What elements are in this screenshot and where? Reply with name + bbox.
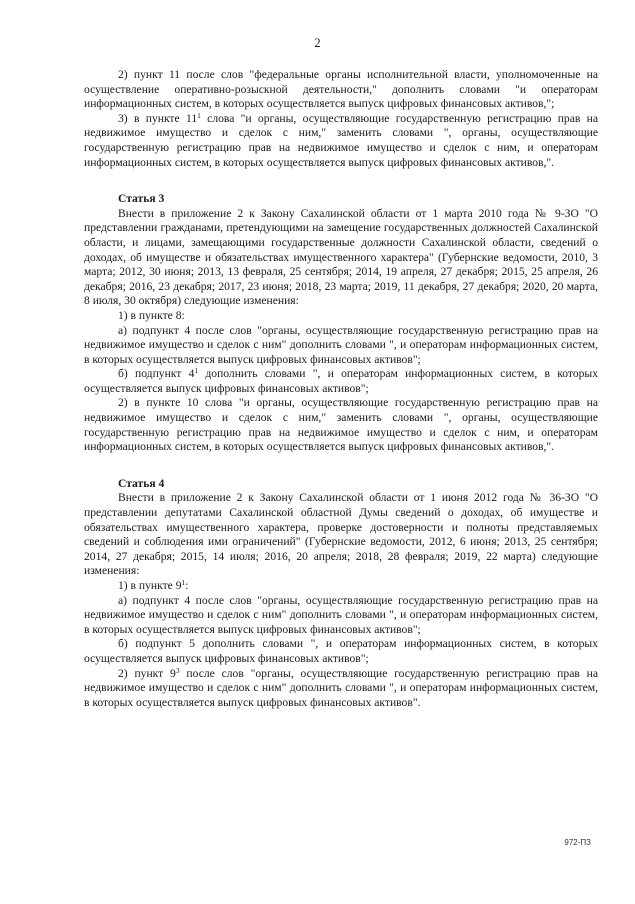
article-3-item-1a: а) подпункт 4 после слов "органы, осуществляющие государственную регистрацию прав на недвижимое имущество и сделок с ним" дополнить словами ", и операторам информационных систем, в которых осуществляется выпуск цифровых финансовых активов"; (84, 323, 598, 366)
text-run: 1) в пункте 9 (118, 579, 182, 592)
document-code: 972-ПЗ (564, 838, 591, 847)
article-4-intro: Внести в приложение 2 к Закону Сахалинской области от 1 июня 2012 года № 36-ЗО "О представлении депутатами Сахалинской областной Думы сведений о доходах, об имуществе и обязательствах имущественного характера, проверке достоверности и полноты представляемых сведений и соблюдения ими ограничений" (Губернские ведомости, 2012, 6 июня; 2013, 25 сентября; 2014, 27 декабря; 2015, 14 июля; 2016, 20 апреля; 2018, 28 февраля; 2019, 22 марта) следующие изменения: (84, 491, 598, 578)
article-3-intro: Внести в приложение 2 к Закону Сахалинской области от 1 марта 2010 года № 9-ЗО "О представлении гражданами, претендующими на замещение государственных должностей Сахалинской области, и лицами, замещающими государственные должности Сахалинской области, сведений о доходах, об имуществе и обязательствах имущественного характера" (Губернские ведомости, 2010, 3 марта; 2012, 30 июня; 2013, 13 февраля, 25 сентября; 2014, 19 апреля, 27 декабря; 2015, 25 апреля, 26 декабря; 2016, 23 декабря; 2017, 23 июня; 2018, 23 марта; 2019, 11 декабря, 27 декабря; 2020, 20 марта, 8 июля, 30 октября) следующие изменения: (84, 206, 598, 308)
text-run: б) подпункт 4 (118, 367, 195, 381)
article-3-heading: Статья 3 (118, 192, 165, 206)
page-number: 2 (314, 36, 321, 50)
article-3-item-1: 1) в пункте 8: (118, 308, 185, 322)
article-4-heading: Статья 4 (118, 476, 165, 490)
text-run: после слов "органы, осуществляющие государственную регистрацию прав на недвижимое имущество и сделок с ним" дополнить словами ", и операторам информационных систем, в которых осуществляется выпуск цифровых финансовых активов". (84, 666, 598, 709)
paragraph-item-3 (84, 112, 598, 170)
article-4-item-2 (84, 667, 598, 711)
superscript: 3 (175, 665, 180, 675)
article-4-item-1 (84, 579, 598, 594)
text-run: : (185, 579, 189, 592)
text-run: 3) в пункте 11 (118, 111, 198, 125)
superscript: 1 (197, 110, 201, 120)
article-3-item-1b (84, 367, 598, 396)
text-run: дополнить словами ", и операторам информационных систем, в которых осуществляется выпуск цифровых финансовых активов"; (84, 367, 598, 395)
article-3-item-2: 2) в пункте 10 слова "и органы, осуществляющие государственную регистрацию прав на недвижимое имущество и сделок с ним," заменить словами ", органы, осуществляющие государственную регистрацию прав на недвижимое имущество и сделок с ним, и операторам информационных систем, в которых осуществляется выпуск цифровых финансовых активов,". (84, 396, 598, 454)
text-run: 2) пункт 9 (118, 666, 176, 680)
article-4-item-1b: б) подпункт 5 дополнить словами ", и операторам информационных систем, в которых осуществляется выпуск цифровых финансовых активов"; (84, 637, 598, 665)
paragraph-item-2: 2) пункт 11 после слов "федеральные органы исполнительной власти, уполномоченные на осуществление оперативно-розыскной деятельности," дополнить словами "и операторам информационных систем, в которых осуществляется выпуск цифровых финансовых активов,"; (84, 68, 598, 111)
text-run: слова "и органы, осуществляющие государственную регистрацию прав на недвижимое имущество и сделок с ним," заменить словами ", органы, осуществляющие государственную регистрацию прав на недвижимое имущество и сделок с ним, и операторам информационных систем, в которых осуществляется выпуск цифровых финансовых активов,". (84, 111, 598, 169)
superscript: 1 (194, 366, 199, 376)
article-4-item-1a: а) подпункт 4 после слов "органы, осуществляющие государственную регистрацию прав на недвижимое имущество и сделок с ним" дополнить словами ", и операторам информационных систем, в которых осуществляется выпуск цифровых финансовых активов"; (84, 593, 598, 636)
document-body (84, 68, 598, 710)
superscript: 1 (181, 578, 186, 587)
